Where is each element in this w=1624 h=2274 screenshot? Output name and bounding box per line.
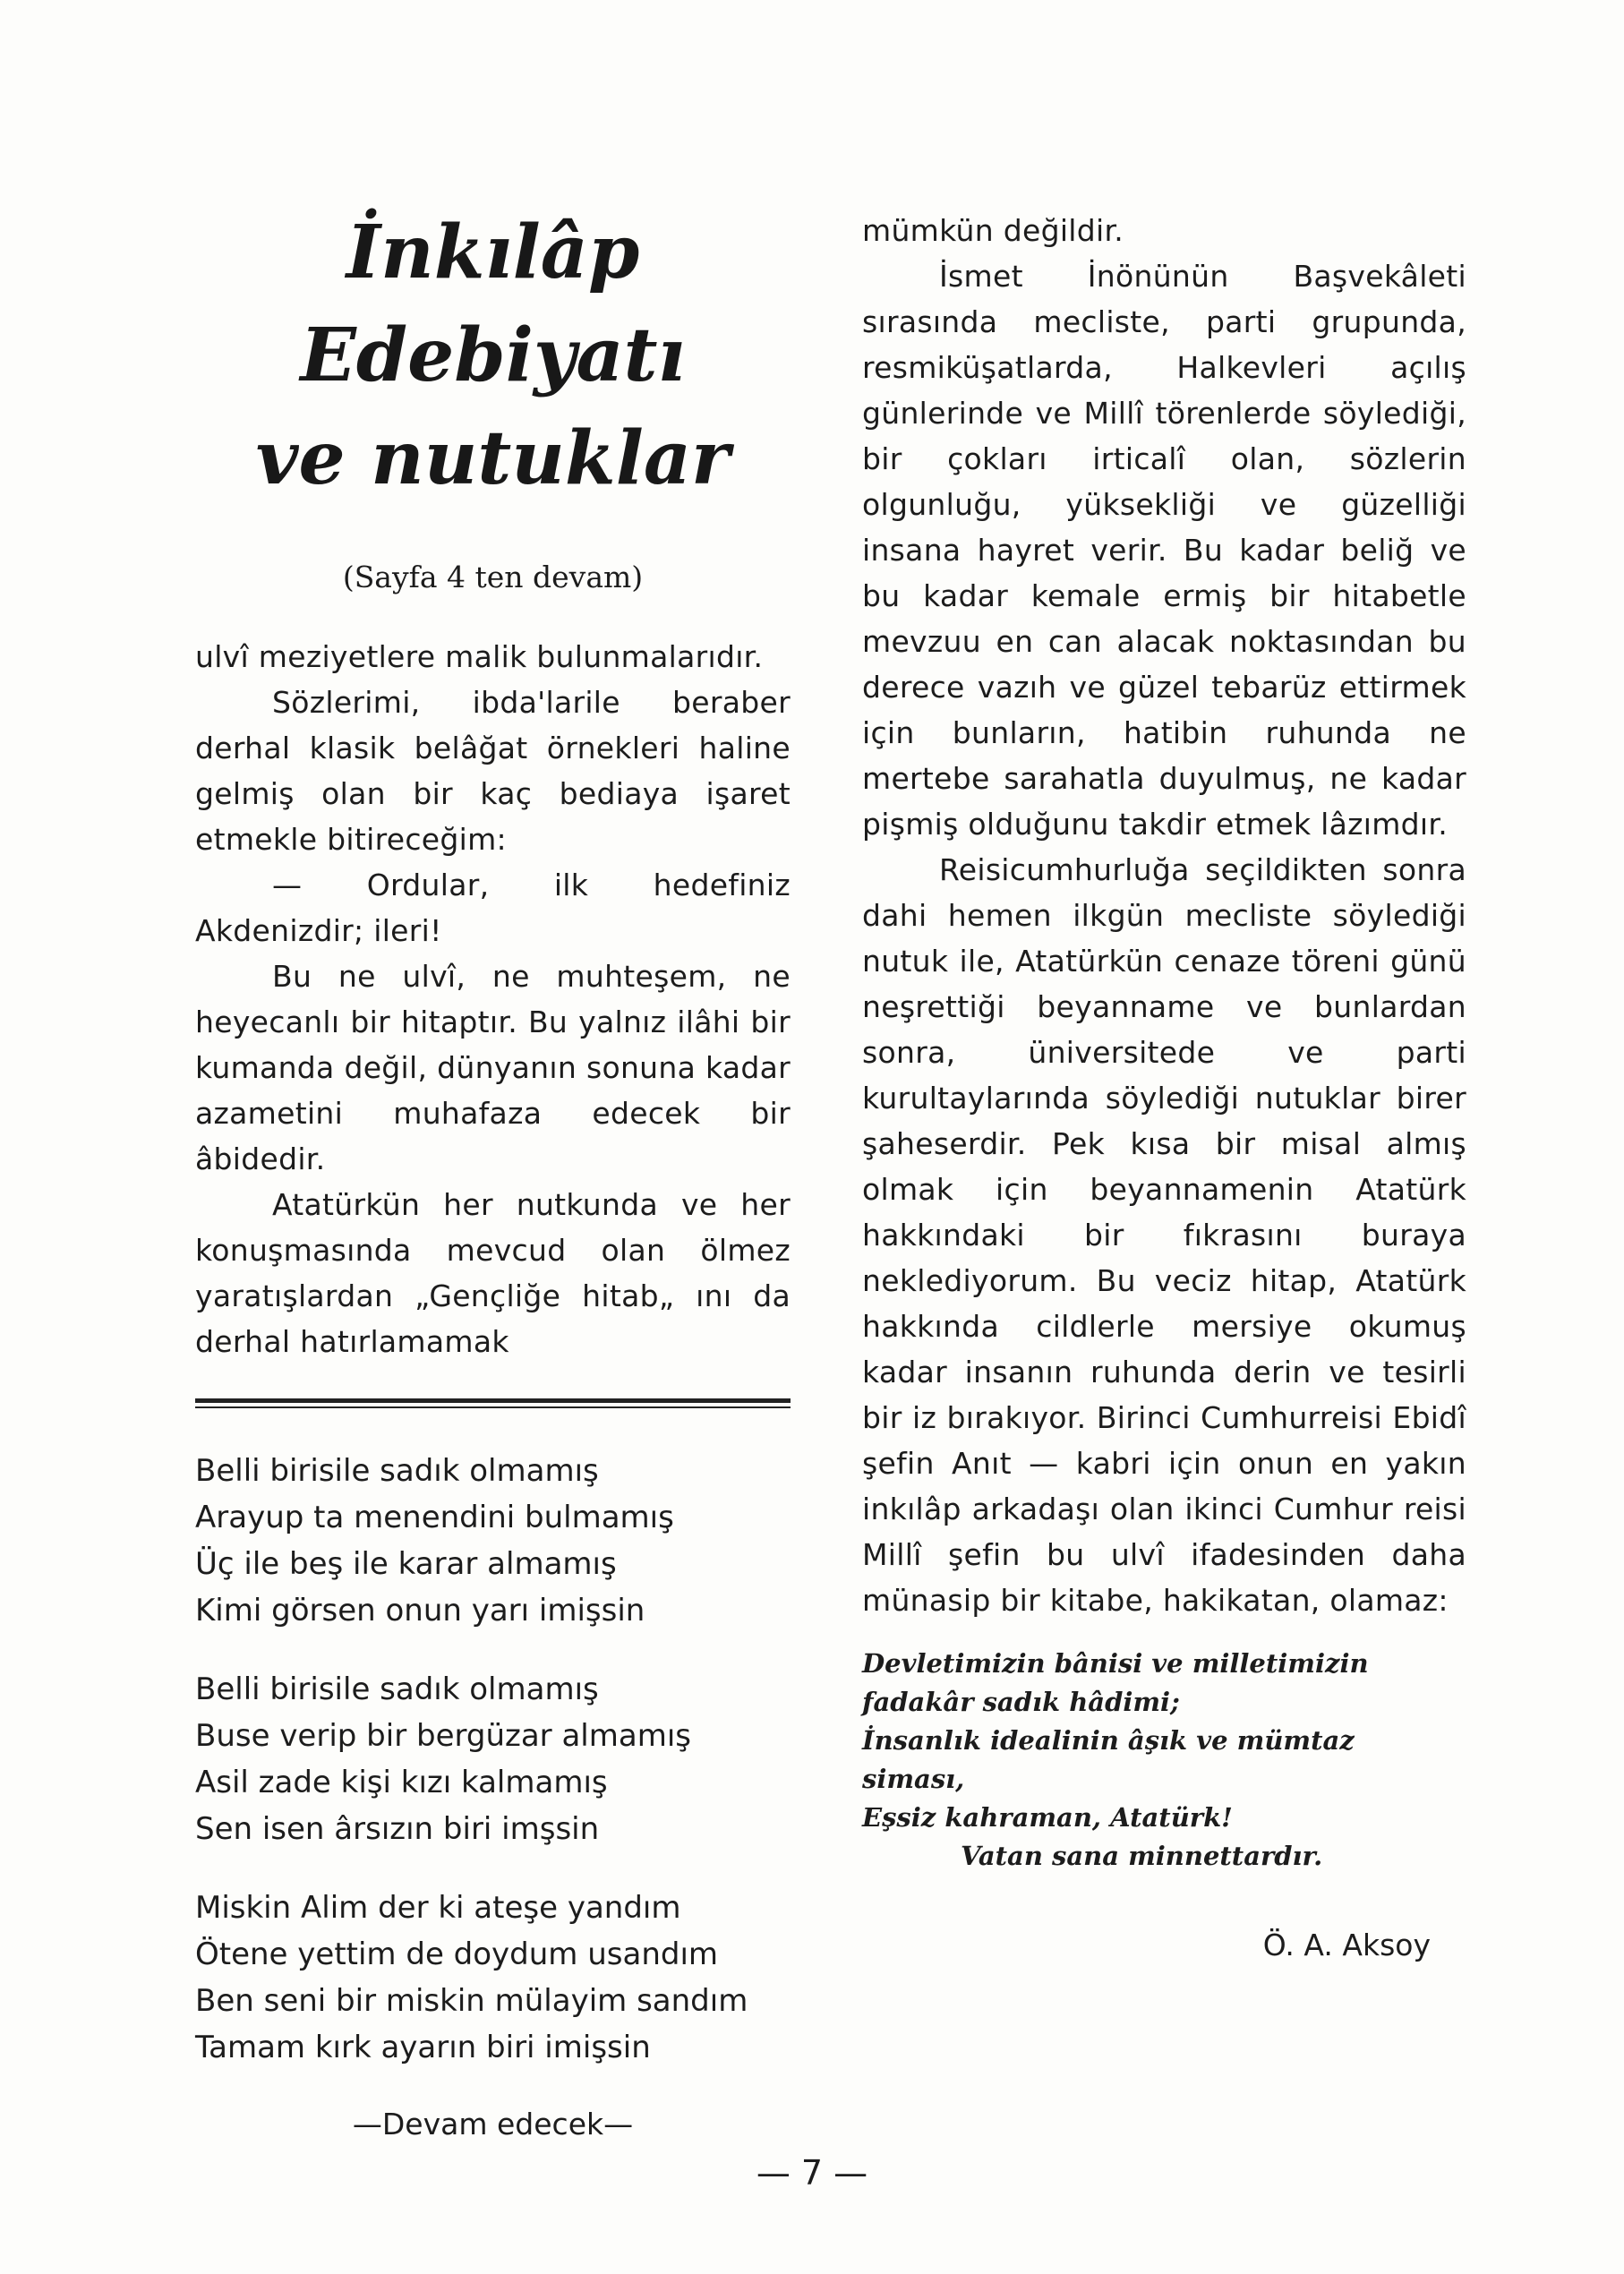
quote-line: Devletimizin bânisi ve milletimizin bbox=[862, 1648, 1369, 1679]
right-column bbox=[862, 208, 1466, 1962]
author-signature: Ö. A. Aksoy bbox=[1262, 1928, 1431, 1962]
paragraph: ulvî meziyetlere malik bulunmalarıdır. bbox=[195, 639, 764, 674]
paragraph: Bu ne ulvî, ne muhteşem, ne heyecanlı bir hitaptır. Bu yalnız ilâhi bir kumanda değil, dünyanın sonuna kadar azametini muhafaza edecek bir âbidedir. bbox=[195, 959, 791, 1176]
title-line-2: ve nutuklar bbox=[255, 415, 731, 501]
title-line-1: İnkılâp Edebiyatı bbox=[300, 209, 686, 398]
continued-label: —Devam edecek— bbox=[352, 2107, 634, 2141]
poem-line: Belli birisile sadık olmamış bbox=[195, 1453, 599, 1489]
paragraph: Sözlerimi, ibda'larile beraber derhal klasik belâğat örnekleri haline gelmiş olan bir kaç bediaya işaret etmekle bitireceğim: bbox=[195, 685, 791, 857]
quote-line: Vatan sana minnettardır. bbox=[961, 1841, 1323, 1871]
poem-stanza bbox=[195, 1666, 791, 1852]
quote-line: siması, bbox=[862, 1764, 965, 1794]
poem-line: Asil zade kişi kızı kalmamış bbox=[195, 1765, 608, 1800]
poem-line: Tamam kırk ayarın biri imişsin bbox=[195, 2030, 651, 2065]
quote-line: fadakâr sadık hâdimi; bbox=[862, 1687, 1180, 1717]
poem-line: Üç ile beş ile karar almamış bbox=[195, 1546, 617, 1582]
poem-line: Buse verip bir bergüzar almamış bbox=[195, 1718, 691, 1754]
left-column bbox=[195, 201, 791, 2141]
section-divider bbox=[195, 1398, 791, 1408]
paragraph: — Ordular, ilk hedefiniz Akdenizdir; ileri! bbox=[195, 868, 791, 948]
paragraph: Reisicumhurluğa seçildikten sonra dahi hemen ilkgün mecliste söylediği nutuk ile, Atatürkün cenaze töreni günü neşrettiği beyanname ve bunlardan sonra, üniversitede ve parti kurultaylarında söylediği nutuklar birer şaheserdir. Pek kısa bir misal almış olmak için beyannamenin Atatürk hakkındaki bir fıkrasını buraya neklediyorum. Bu veciz hitap, Atatürk hakkında cildlerle mersiye okumuş kadar insanın ruhunda derin ve tesirli bir iz bırakıyor. Birinci Cumhurreisi Ebidî şefin Anıt — kabri için onun en yakın inkılâp arkadaşı olan ikinci Cumhur reisi Millî şefin bu ulvî ifadesinden daha münasip bir kitabe, hakikatan, olamaz: bbox=[862, 852, 1466, 1618]
inaugural-quote bbox=[862, 1645, 1466, 1876]
quote-line: İnsanlık idealinin âşık ve mümtaz bbox=[862, 1725, 1355, 1756]
article-title bbox=[195, 201, 791, 510]
page-number: — 7 — bbox=[756, 2153, 868, 2193]
poem-stanza bbox=[195, 1448, 791, 1634]
poem-line: Ötene yettim de doydum usandım bbox=[195, 1936, 719, 1972]
poem-stanza bbox=[195, 1885, 791, 2071]
poem-line: Kimi görsen onun yarı imişsin bbox=[195, 1593, 645, 1629]
paragraph: mümkün değildir. bbox=[862, 213, 1124, 248]
paragraph: Atatürkün her nutkunda ve her konuşmasında mevcud olan ölmez yaratışlardan „Gençliğe hitab„ ını da derhal hatırlamamak bbox=[195, 1187, 791, 1359]
poem-line: Arayup ta menendini bulmamış bbox=[195, 1500, 674, 1535]
poem-line: Sen isen ârsızın biri imşsin bbox=[195, 1811, 600, 1847]
poem-line: Ben seni bir miskin mülayim sandım bbox=[195, 1983, 748, 2019]
poem-line: Miskin Alim der ki ateşe yandım bbox=[195, 1890, 681, 1926]
continuation-note: (Sayfa 4 ten devam) bbox=[342, 560, 644, 594]
quote-line: Eşsiz kahraman, Atatürk! bbox=[862, 1802, 1233, 1833]
paragraph: İsmet İnönünün Başvekâleti sırasında mecliste, parti grupunda, resmiküşatlarda, Halkevleri açılış günlerinde ve Millî törenlerde söylediği, bir çokları irticalî olan, sözlerin olgunluğu, yüksekliği ve güzelliği insana hayret verir. Bu kadar beliğ ve bu kadar kemale ermiş bir hitabetle mevzuu en can alacak noktasından bu derece vazıh ve güzel tebarüz ettirmek için bunların, hatibin ruhunda ne mertebe sarahatla duyulmuş, ne kadar pişmiş olduğunu takdir etmek lâzımdır. bbox=[862, 259, 1466, 842]
poem-line: Belli birisile sadık olmamış bbox=[195, 1671, 599, 1707]
